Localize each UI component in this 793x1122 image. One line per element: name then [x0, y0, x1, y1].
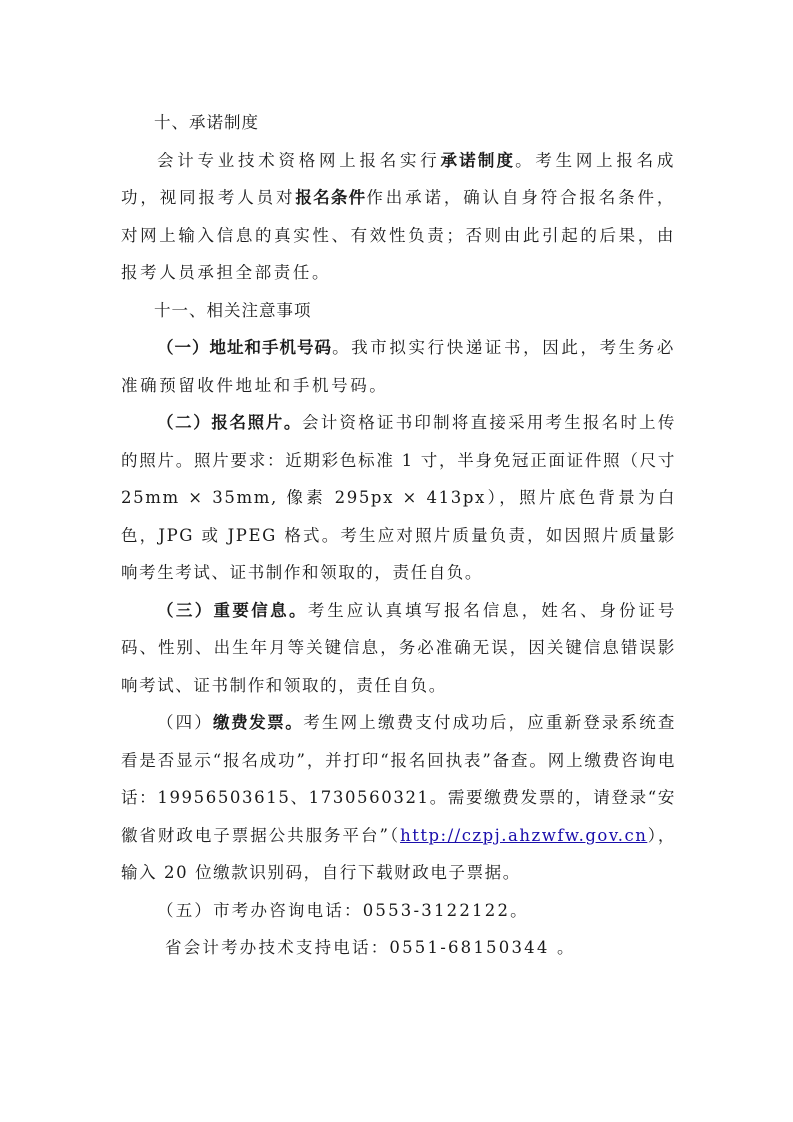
item-5-city-office-phone: （五）市考办咨询电话：0553-3122122。: [157, 900, 529, 920]
item-1-paragraph: [121, 329, 676, 404]
item-4-paragraph: [121, 704, 676, 892]
item-4-prefix: （四）: [157, 713, 213, 732]
item-4-label: 缴费发票。: [213, 713, 304, 732]
section-10-heading: 十、承诺制度: [154, 113, 259, 132]
document-page: [121, 104, 676, 967]
item-2-text: 会计资格证书印制将直接采用考生报名时上传的照片。照片要求：近期彩色标准 1 寸，半身免冠正面证件照（尺寸 25mm × 35mm, 像素 295px × 413px），照片底色背景为白色，JPG 或 JPEG 格式。考生应对照片质量负责，如因照片质量影响考生考试、证书制作和领取的，责任自负。: [121, 413, 677, 582]
item-4-text-a: 考生网上缴费支付成功后，应重新登录系统查看是否显示“报名成功”，并打印“报名回执表”备查。网上缴费咨询电话：19956503615、1730560321。需要缴费发票的，请登录“安徽省财政电子票据公共服务平台”（: [121, 713, 676, 845]
item-4-text-b: ），输入 20 位缴款识别码，自行下载财政电子票据。: [121, 825, 676, 882]
section-11-heading: 十一、相关注意事项: [154, 300, 312, 320]
commitment-system-bold: 承诺制度: [440, 150, 516, 170]
item-1-label: （一）地址和手机号码: [157, 338, 333, 357]
commitment-text-c: 作出承诺，确认自身符合报名条件，对网上输入信息的真实性、有效性负责；否则由此引起的后果，由报考人员承担全部责任。: [121, 188, 677, 282]
commitment-text-b: 。考生网上报名成功，视同报考人员对: [121, 150, 676, 207]
section-10-paragraph: [121, 142, 676, 292]
item-3-label: （三）重要信息。: [157, 600, 308, 620]
item-2-label: （二）报名照片。: [157, 413, 303, 432]
item-3-text: 考生应认真填写报名信息，姓名、身份证号码、性别、出生年月等关键信息，务必准确无误，因关键信息错误影响考试、证书制作和领取的，责任自负。: [121, 600, 677, 695]
commitment-text-a: 会计专业技术资格网上报名实行: [157, 150, 441, 170]
e-invoice-platform-link[interactable]: http://czpj.ahzwfw.gov.cn: [400, 825, 648, 845]
item-1-text: 。我市拟实行快递证书，因此，考生务必准确预留收件地址和手机号码。: [121, 338, 676, 395]
provincial-tech-support-phone: 省会计考办技术支持电话：0551-68150344 。: [165, 938, 576, 957]
item-2-paragraph: [121, 404, 676, 592]
registration-conditions-bold: 报名条件: [295, 188, 367, 207]
item-3-paragraph: [121, 592, 676, 705]
